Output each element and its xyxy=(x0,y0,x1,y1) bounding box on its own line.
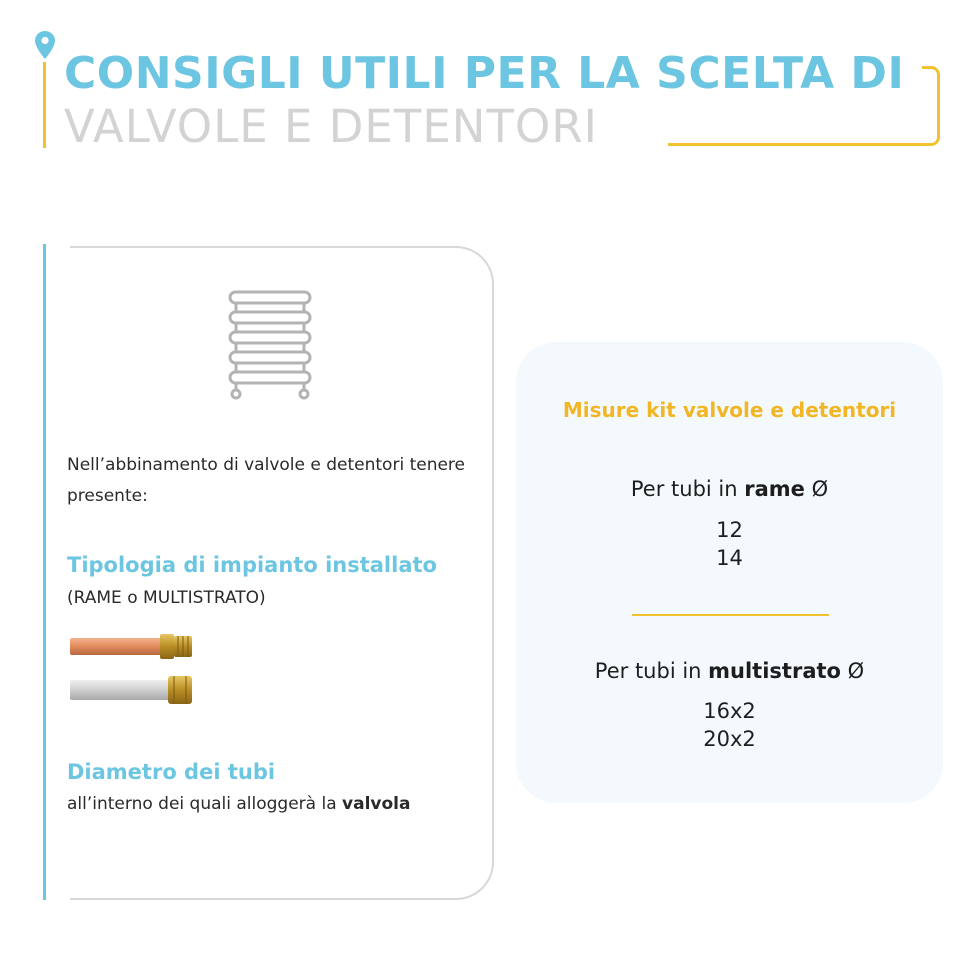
section-heading-pipe-diameter: Diametro dei tubi xyxy=(67,760,276,784)
copper-pipe-image xyxy=(70,634,192,659)
copper-size-value: 14 xyxy=(716,546,743,570)
section-heading-installation-type: Tipologia di impianto installato xyxy=(67,553,437,577)
location-pin-icon xyxy=(35,31,55,59)
page-title-line1: CONSIGLI UTILI PER LA SCELTA DI xyxy=(64,48,905,99)
copper-size-value: 12 xyxy=(716,518,743,542)
page-title-line2: VALVOLE E DETENTORI xyxy=(64,100,598,153)
header-accent-line xyxy=(43,62,46,148)
section-subtext-installation-type: (RAME o MULTISTRATO) xyxy=(67,588,266,608)
pipe-samples-image xyxy=(68,628,196,708)
multilayer-pipe-image xyxy=(70,676,192,704)
left-card-accent-line xyxy=(43,244,46,900)
copper-sizes-label: Per tubi in rame Ø xyxy=(630,477,829,501)
sizes-card-title: Misure kit valvole e detentori xyxy=(562,398,897,422)
sizes-separator xyxy=(632,614,829,616)
section-subtext-pipe-diameter: all’interno dei quali alloggerà la valvola xyxy=(67,794,411,814)
multilayer-size-value: 20x2 xyxy=(703,727,756,751)
multilayer-size-value: 16x2 xyxy=(703,699,756,723)
intro-text: Nell’abbinamento di valvole e detentori tenere presente: xyxy=(67,455,465,506)
towel-radiator-icon xyxy=(222,286,318,402)
multilayer-sizes-label: Per tubi in multistrato Ø xyxy=(594,659,865,683)
